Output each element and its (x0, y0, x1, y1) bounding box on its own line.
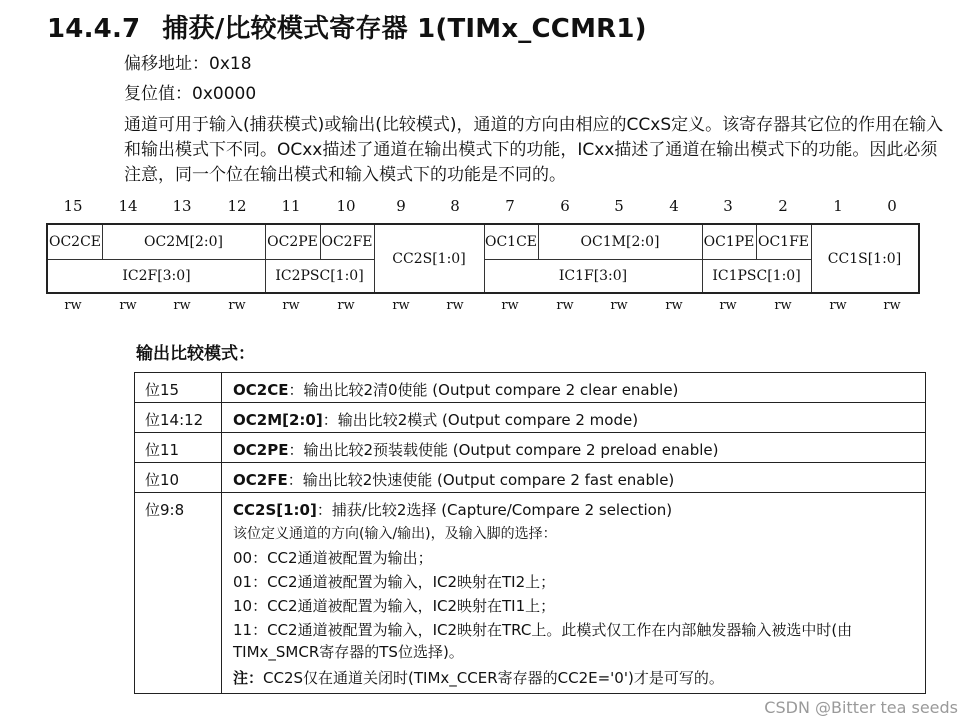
field-desc: ：输出比较2预装载使能 (Output compare 2 preload enable) (288, 441, 719, 459)
section-heading (47, 8, 647, 45)
detail-line: 01：CC2通道被配置为输入，IC2映射在TI2上； (233, 573, 556, 591)
field-oc1ce: OC1CE (484, 234, 538, 250)
field-name: OC2PE (233, 441, 289, 459)
table-row (135, 373, 925, 403)
access-row (46, 298, 920, 318)
access-type: rw (392, 298, 410, 313)
section-number: 14.4.7 (47, 14, 141, 44)
table-row (135, 433, 925, 463)
field-desc: ：捕获/比较2选择 (Capture/Compare 2 selection) (316, 501, 673, 519)
detail-line: 00：CC2通道被配置为输出； (233, 549, 433, 567)
reset-value: 复位值：0x0000 (124, 84, 257, 104)
access-type: rw (119, 298, 137, 313)
bit-number: 12 (227, 197, 247, 215)
access-type: rw (774, 298, 792, 313)
access-type: rw (829, 298, 847, 313)
bit-number-row (46, 195, 920, 219)
bit-number: 5 (614, 197, 624, 215)
access-type: rw (337, 298, 355, 313)
note-line (233, 667, 917, 689)
access-type: rw (610, 298, 628, 313)
field-cc1s: CC1S[1:0] (827, 250, 902, 267)
access-type: rw (282, 298, 300, 313)
output-compare-subtitle: 输出比较模式： (136, 344, 255, 364)
detail-line: 该位定义通道的方向(输入/输出)，及输入脚的选择： (233, 526, 557, 542)
field-desc: ：输出比较2快速使能 (Output compare 2 fast enable) (287, 471, 675, 489)
note-label: 注： (233, 669, 264, 687)
bit-number: 14 (118, 197, 138, 215)
field-oc2ce: OC2CE (48, 234, 102, 250)
bit-number: 3 (723, 197, 733, 215)
field-name: OC2FE (233, 471, 288, 489)
bit-number: 2 (778, 197, 788, 215)
offset-address: 偏移地址：0x18 (124, 54, 252, 74)
field-ic2f: IC2F[3:0] (122, 267, 191, 284)
bit-number: 11 (281, 197, 301, 215)
field-desc: ：输出比较2模式 (Output compare 2 mode) (322, 411, 639, 429)
field-oc2fe: OC2FE (321, 234, 373, 250)
access-type: rw (446, 298, 464, 313)
bit-number: 0 (887, 197, 897, 215)
bit-number: 9 (396, 197, 406, 215)
detail-line: 11：CC2通道被配置为输入，IC2映射在TRC上。此模式仅工作在内部触发器输入被选中时(由TIMx_SMCR寄存器的TS位选择)。 (233, 621, 853, 661)
field-cc2s: CC2S[1:0] (392, 250, 466, 267)
bit-range: 位10 (145, 471, 180, 489)
field-oc1pe: OC1PE (703, 234, 755, 250)
field-text (233, 379, 913, 401)
field-ic1psc: IC1PSC[1:0] (712, 267, 801, 284)
bit-number: 15 (63, 197, 83, 215)
field-ic2psc: IC2PSC[1:0] (275, 267, 364, 284)
field-text (233, 409, 913, 431)
field-name: OC2CE (233, 381, 289, 399)
access-type: rw (719, 298, 737, 313)
access-type: rw (501, 298, 519, 313)
bit-number: 10 (336, 197, 356, 215)
field-text (233, 469, 913, 491)
field-desc: ：输出比较2清0使能 (Output compare 2 clear enable) (288, 381, 679, 399)
bit-number: 8 (450, 197, 460, 215)
field-ic1f: IC1F[3:0] (558, 267, 628, 284)
access-type: rw (64, 298, 82, 313)
field-text (233, 499, 913, 521)
field-oc1m: OC1M[2:0] (580, 234, 660, 250)
bit-number: 6 (560, 197, 570, 215)
register-description: 通道可用于输入(捕获模式)或输出(比较模式)，通道的方向由相应的CCxS定义。该寄存器其它位的作用在输入和输出模式下不同。OCxx描述了通道在输出模式下的功能，ICxx描述了通道在输出模式下的功能。因此必须注意，同一个位在输出模式和输入模式下的功能是不同的。 (124, 115, 944, 185)
note-text: CC2S仅在通道关闭时(TIMx_CCER寄存器的CC2E='0')才是可写的。 (263, 669, 724, 687)
register-bitfield-table (46, 223, 920, 294)
access-type: rw (556, 298, 574, 313)
bit-range: 位9:8 (145, 501, 185, 519)
field-description-table (134, 372, 926, 694)
field-oc2m: OC2M[2:0] (144, 234, 223, 250)
bit-number: 7 (505, 197, 515, 215)
access-type: rw (228, 298, 246, 313)
bit-range: 位11 (145, 441, 180, 459)
bit-range: 位14:12 (145, 411, 204, 429)
bit-range: 位15 (145, 381, 180, 399)
table-row (135, 493, 925, 695)
field-oc1fe: OC1FE (757, 234, 810, 250)
watermark: CSDN @Bitter tea seeds (764, 698, 958, 717)
section-title: 捕获/比较模式寄存器 1(TIMx_CCMR1) (162, 14, 647, 44)
field-name: OC2M[2:0] (233, 411, 323, 429)
bit-number: 1 (833, 197, 843, 215)
access-type: rw (665, 298, 683, 313)
bit-number: 13 (172, 197, 192, 215)
detail-line: 10：CC2通道被配置为输入，IC2映射在TI1上； (233, 597, 556, 615)
access-type: rw (173, 298, 191, 313)
table-row (135, 463, 925, 493)
field-name: CC2S[1:0] (233, 501, 317, 519)
field-oc2pe: OC2PE (267, 234, 318, 250)
table-row (135, 403, 925, 433)
access-type: rw (883, 298, 901, 313)
bit-number: 4 (669, 197, 679, 215)
field-text (233, 439, 913, 461)
